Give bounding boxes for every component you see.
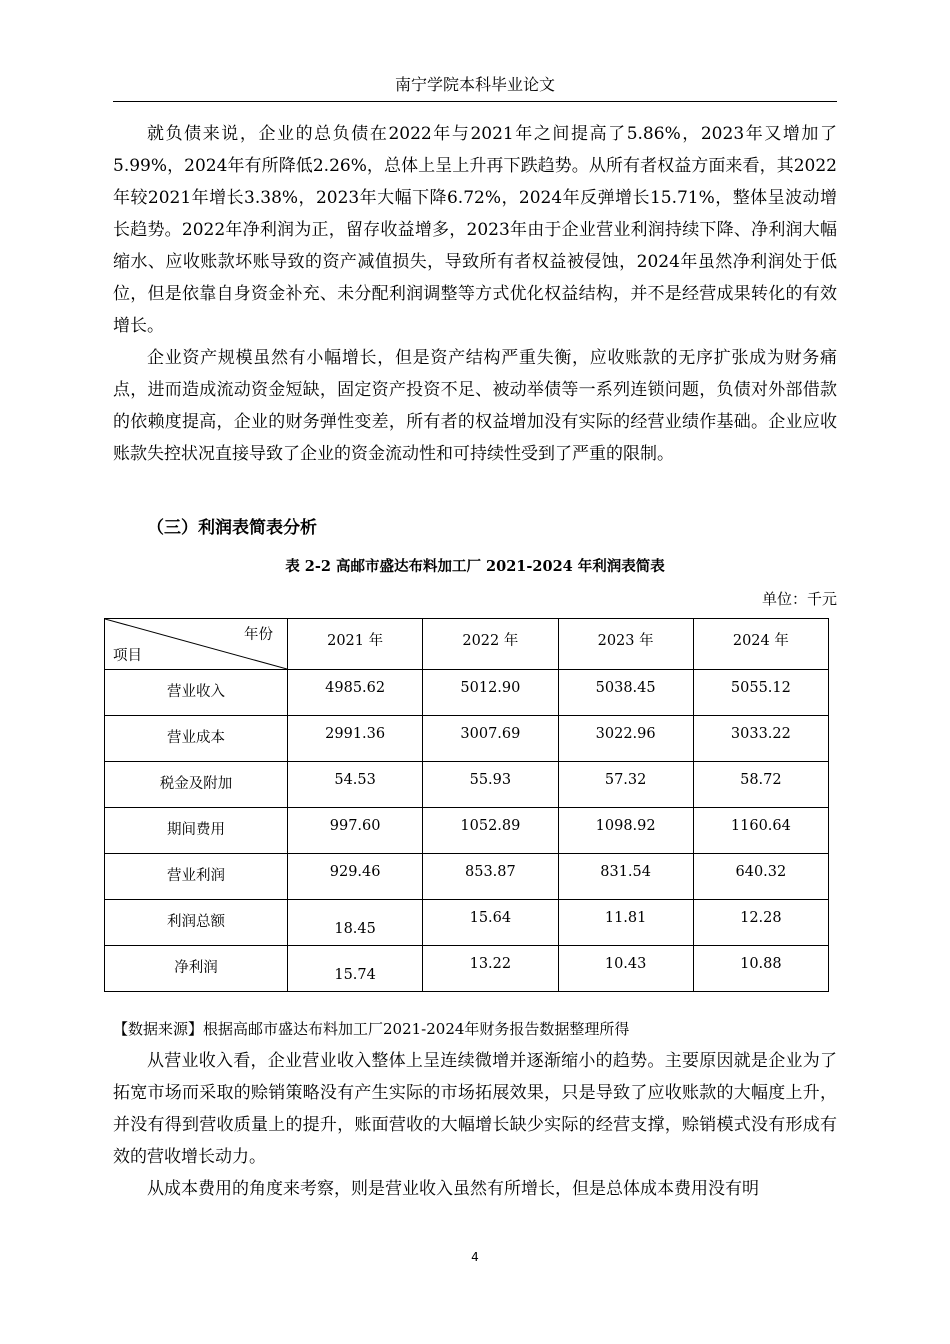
table-header-row [105,619,829,670]
year-header: 2021 年 [288,619,423,670]
table-cell: 3022.96 [558,716,693,762]
table-row [105,854,829,900]
table-cell: 1098.92 [558,808,693,854]
table-row [105,946,829,992]
table-row [105,808,829,854]
table-cell: 10.88 [693,946,828,992]
row-label: 营业利润 [105,854,288,900]
table-cell: 2991.36 [288,716,423,762]
header-rule [113,101,837,102]
row-label: 期间费用 [105,808,288,854]
table-cell: 11.81 [558,900,693,946]
table-cell: 4985.62 [288,670,423,716]
table-cell: 5038.45 [558,670,693,716]
table-cell: 15.64 [423,900,558,946]
table-cell: 831.54 [558,854,693,900]
table-cell: 10.43 [558,946,693,992]
year-header: 2024 年 [693,619,828,670]
table-cell: 54.53 [288,762,423,808]
paragraph-cost: 从成本费用的角度来考察，则是营业收入虽然有所增长，但是总体成本费用没有明 [147,1179,759,1199]
table-cell: 55.93 [423,762,558,808]
row-label: 净利润 [105,946,288,992]
page-header-title: 南宁学院本科毕业论文 [394,75,555,94]
table-row [105,762,829,808]
table-cell: 13.22 [423,946,558,992]
table-cell: 18.45 [288,900,423,946]
table-cell: 1052.89 [423,808,558,854]
table-row [105,716,829,762]
table-unit: 单位：千元 [761,590,837,608]
profit-table [104,618,829,992]
table-cell: 57.32 [558,762,693,808]
paragraph-asset-structure: 企业资产规模虽然有小幅增长，但是资产结构严重失衡，应收账款的无序扩张成为财务痛点，进而造成流动资金短缺，固定资产投资不足、被动举债等一系列连锁问题，负债对外部借款的依赖度提高，企业的财务弹性变差，所有者的权益增加没有实际的经营业绩作基础。企业应收账款失控状况直接导致了企业的资金流动性和可持续性受到了严重的限制。 [113,348,837,464]
year-header: 2022 年 [423,619,558,670]
table-cell: 929.46 [288,854,423,900]
table-cell: 1160.64 [693,808,828,854]
paragraph-liabilities-equity: 就负债来说，企业的总负债在2022年与2021年之间提高了5.86%，2023年又增加了5.99%，2024年有所降低2.26%，总体上呈上升再下跌趋势。从所有者权益方面来看，其2022年较2021年增长3.38%，2023年大幅下降6.72%，2024年反弹增长15.71%，整体呈波动增长趋势。2022年净利润为正，留存收益增多，2023年由于企业营业利润持续下降、净利润大幅缩水、应收账款坏账导致的资产减值损失，导致所有者权益被侵蚀，2024年虽然净利润处于低位，但是依靠自身资金补充、未分配利润调整等方式优化权益结构，并不是经营成果转化的有效增长。 [113,124,837,336]
table-cell: 3033.22 [693,716,828,762]
table-cell: 640.32 [693,854,828,900]
table-cell: 3007.69 [423,716,558,762]
row-header-label: 项目 [113,648,142,664]
diagonal-header-cell [105,619,288,670]
table-cell: 15.74 [288,946,423,992]
table-cell: 853.87 [423,854,558,900]
table-row [105,900,829,946]
table-cell: 5055.12 [693,670,828,716]
table-cell: 5012.90 [423,670,558,716]
table-cell: 58.72 [693,762,828,808]
row-label: 营业收入 [105,670,288,716]
row-label: 税金及附加 [105,762,288,808]
page-number: 4 [471,1250,479,1264]
year-header: 2023 年 [558,619,693,670]
section-heading: （三）利润表简表分析 [147,518,317,538]
table-cell: 997.60 [288,808,423,854]
data-source-note: 【数据来源】根据高邮市盛达布料加工厂2021-2024年财务报告数据整理所得 [113,1020,630,1038]
table-cell: 12.28 [693,900,828,946]
row-label: 利润总额 [105,900,288,946]
table-row [105,670,829,716]
column-header-label: 年份 [244,627,273,643]
table-caption: 表 2-2 高邮市盛达布料加工厂 2021-2024 年利润表简表 [285,558,665,575]
row-label: 营业成本 [105,716,288,762]
paragraph-revenue: 从营业收入看，企业营业收入整体上呈连续微增并逐渐缩小的趋势。主要原因就是企业为了拓宽市场而采取的赊销策略没有产生实际的市场拓展效果，只是导致了应收账款的大幅度上升，并没有得到营收质量上的提升，账面营收的大幅增长缺少实际的经营支撑，赊销模式没有形成有效的营收增长动力。 [113,1051,837,1167]
